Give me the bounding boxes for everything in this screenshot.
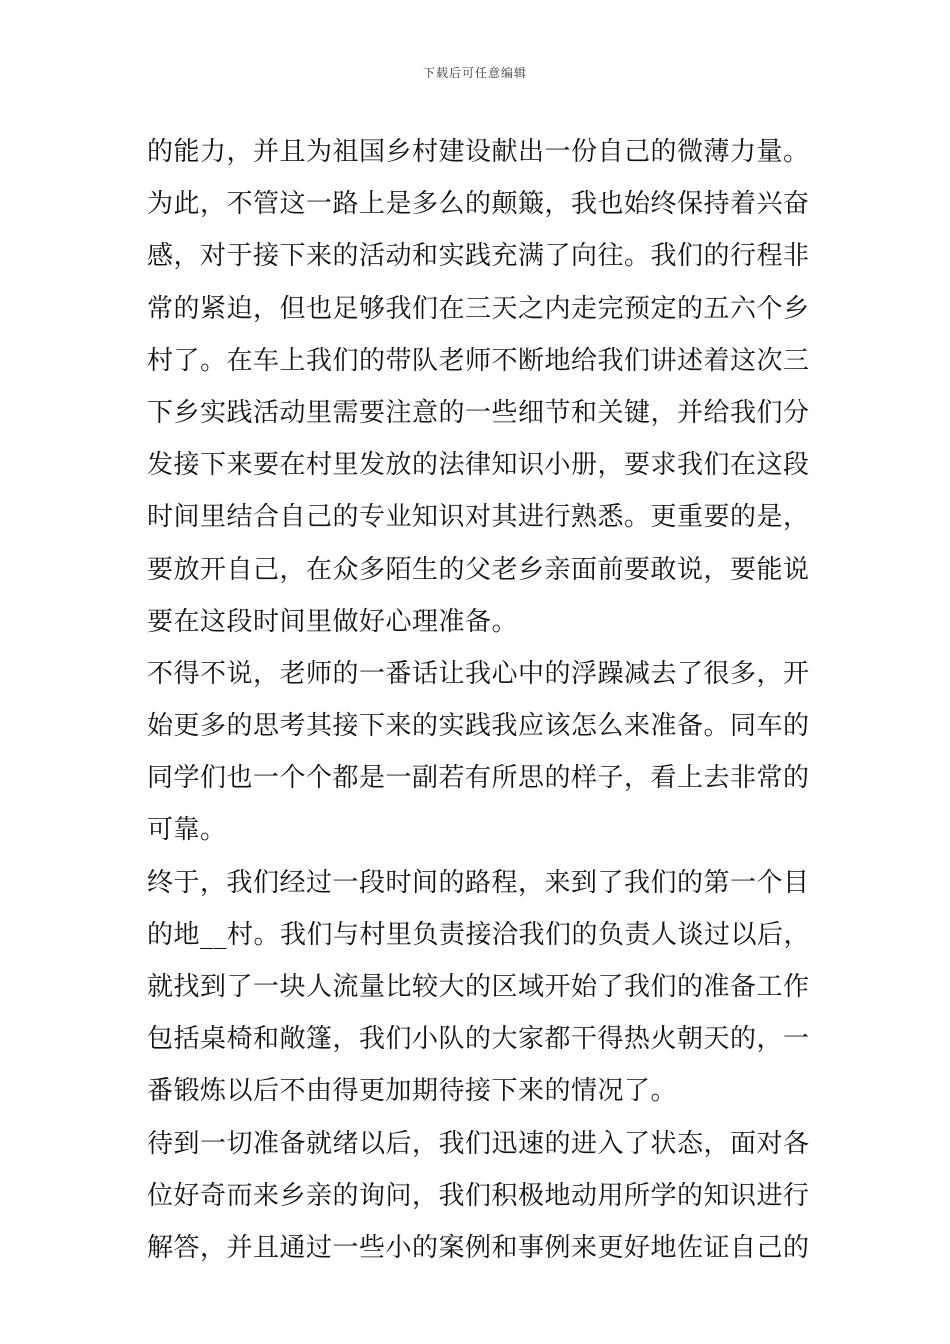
text-line: 终于，我们经过一段时间的路程，来到了我们的第一个目 [147,867,810,898]
text-line: 的能力，并且为祖国乡村建设献出一份自己的微薄力量。 [147,137,810,167]
text-line: 待到一切准备就绪以后，我们迅速的进入了状态，面对各 [147,1128,810,1159]
text-line: 要放开自己，在众多陌生的父老乡亲面前要敢说，要能说 [147,554,810,585]
text-line: 同学们也一个个都是一副若有所思的样子，看上去非常的 [147,763,810,794]
text-line: 要在这段时间里做好心理准备。 [147,606,519,637]
text-line: 村了。在车上我们的带队老师不断地给我们讲述着这次三 [147,345,810,376]
text-line: 包括桌椅和敞篷，我们小队的大家都干得热火朝天的，一 [147,1024,810,1055]
text-line: 感，对于接下来的活动和实践充满了向往。我们的行程非 [147,241,810,272]
text-line: 时间里结合自己的专业知识对其进行熟悉。更重要的是， [147,502,810,533]
text-line: 解答，并且通过一些小的案例和事例来更好地佐证自己的 [147,1232,810,1263]
text-line: 始更多的思考其接下来的实践我应该怎么来准备。同车的 [147,711,810,742]
text-line: 可靠。 [147,815,227,846]
text-line: 为此，不管这一路上是多么的颠簸，我也始终保持着兴奋 [147,189,810,220]
text-line: 发接下来要在村里发放的法律知识小册，要求我们在这段 [147,450,810,481]
header-note: 下载后可任意编辑 [422,66,527,80]
text-line: 下乡实践活动里需要注意的一些细节和关键，并给我们分 [147,397,810,428]
text-line: 番锻炼以后不由得更加期待接下来的情况了。 [147,1076,678,1107]
text-line: 常的紧迫，但也足够我们在三天之内走完预定的五六个乡 [147,293,810,324]
text-line: 不得不说，老师的一番话让我心中的浮躁减去了很多，开 [147,658,810,689]
document-body [147,126,817,1274]
text-line: 的地__村。我们与村里负责接洽我们的负责人谈过以后， [147,919,811,950]
text-line: 就找到了一块人流量比较大的区域开始了我们的准备工作 [147,972,810,1002]
text-line: 位好奇而来乡亲的询问，我们积极地动用所学的知识进行 [147,1180,810,1211]
